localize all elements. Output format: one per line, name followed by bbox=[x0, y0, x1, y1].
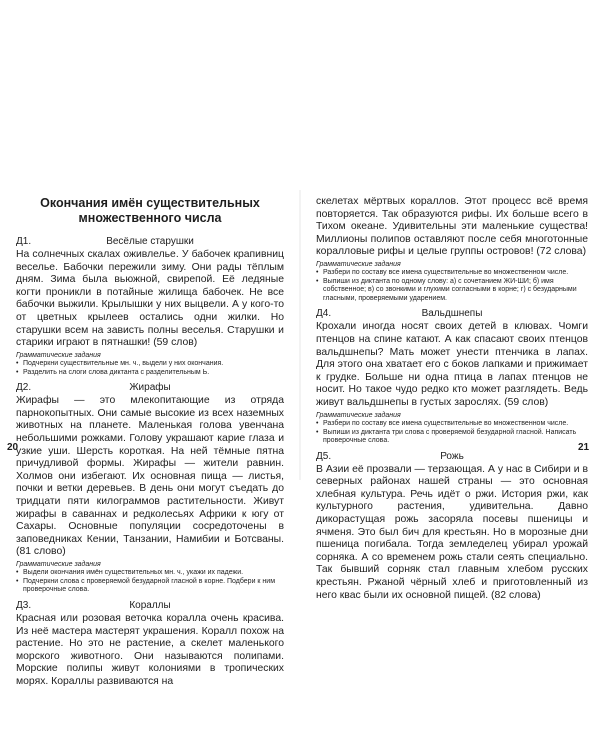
dictation-1 bbox=[16, 236, 284, 377]
task-text: Выпиши из диктанта по одному слову: а) с сочетанием ЖИ-ШИ; б) имя собственное; в) со звонкими и глухими согласными в корне; г) с безударными гласными, проверяемыми ударением. bbox=[323, 277, 577, 302]
section-heading bbox=[16, 382, 284, 394]
section-heading bbox=[316, 308, 588, 320]
dictation-4 bbox=[316, 308, 588, 445]
task-item bbox=[16, 360, 284, 369]
task-text: Выдели окончания имён существительных мн. ч., укажи их падежи. bbox=[23, 569, 244, 577]
section-title: Вальдшнепы bbox=[421, 308, 483, 320]
bullet-icon: • bbox=[16, 360, 19, 368]
task-item bbox=[16, 369, 284, 378]
task-item bbox=[316, 269, 588, 278]
task-text: Разбери по составу все имена существительные во множественном числе. bbox=[323, 420, 569, 428]
bullet-icon: • bbox=[316, 428, 319, 436]
task-text: Разбери по составу все имена существительные во множественном числе. bbox=[323, 269, 569, 277]
left-column bbox=[16, 196, 284, 691]
section-text: Крохали иногда носят своих детей в клювах. Чомги птенцов на спине катают. А как спасают своих птенцов вальдшнепы? Мать может унести птенчика в лапах. Для этого она хватает его с боков лапками и прижимает к грудке. Больше ни одна птица в лапах птенцов не носит. Но такое чудо редко кто может разглядеть. Ведь живут вальдшнепы в густых зарослях. (59 слов) bbox=[316, 321, 588, 409]
section-text: скелетах мёртвых кораллов. Этот процесс всё время повторяется. Так образуются рифы. Их больше всего в Тихом океане. Удивительны эти маленькие существа! Миллионы полипов оставляют после себя многотонные коралловые рифы и целые группы островов! (72 слова) bbox=[316, 196, 588, 258]
tasks-list bbox=[316, 269, 588, 303]
page-number: 21 bbox=[578, 442, 590, 453]
bullet-icon: • bbox=[16, 577, 19, 585]
page-title: Окончания имён существительных множественного числа bbox=[40, 196, 260, 225]
task-item bbox=[316, 429, 588, 446]
section-text: Жирафы — это млекопитающие из отряда парнокопытных. Они самые высокие из всех наземных животных на планете. Маленькая голова увенчана небольшими рожками. Голову украшают карие глаза и узкие уши. Шерсть короткая. На ней тёмные пятна причудливой формы. Жирафы — жители равнин. Холмов они избегают. Их основная пища — листья, почки и ветки деревьев. В день они могут съедать до тридцати пяти килограммов растительности. Живут жирафы в саваннах и редколесьях Африки к югу от Сахары. Основные популяции сосредоточены в заповедниках Кении, Танзании, Намибии и Ботсваны. (81 слово) bbox=[16, 395, 284, 558]
section-number: Д3. bbox=[16, 599, 32, 611]
page-number: 20 bbox=[7, 442, 19, 453]
section-text: Красная или розовая веточка коралла очень красива. Из неё мастера мастерят украшения. Коралл похож на растение. Но это не растение, а скелет маленького морского животного. Они называются полипами. Морские полипы живут колониями в тропических морях. Кораллы развиваются на bbox=[16, 612, 284, 687]
section-title: Рожь bbox=[440, 450, 464, 462]
section-heading bbox=[16, 236, 284, 248]
section-title: Кораллы bbox=[129, 599, 171, 611]
section-title: Жирафы bbox=[129, 382, 171, 394]
dictation-3 bbox=[16, 600, 284, 689]
task-text: Подчеркни существительные мн. ч., выдели у них окончания. bbox=[23, 360, 224, 368]
tasks-list bbox=[16, 569, 284, 595]
tasks-list bbox=[316, 420, 588, 446]
dictation-3-continued bbox=[316, 196, 588, 303]
task-item bbox=[16, 578, 284, 595]
dictation-2 bbox=[16, 382, 284, 595]
section-heading bbox=[16, 600, 284, 612]
task-item bbox=[16, 569, 284, 578]
tasks-heading: Грамматические задания bbox=[316, 260, 401, 268]
tasks-heading: Грамматические задания bbox=[16, 351, 101, 359]
tasks-list bbox=[16, 360, 284, 377]
bullet-icon: • bbox=[316, 277, 319, 285]
task-item bbox=[316, 420, 588, 429]
task-text: Подчеркни слова с проверяемой безударной гласной в корне. Подбери к ним проверочные слова. bbox=[23, 577, 276, 594]
section-number: Д5. bbox=[316, 450, 332, 462]
tasks-heading: Грамматические задания bbox=[16, 560, 101, 568]
tasks-heading: Грамматические задания bbox=[316, 411, 401, 419]
section-title: Весёлые старушки bbox=[106, 236, 194, 247]
bullet-icon: • bbox=[316, 420, 319, 428]
dictation-5 bbox=[316, 451, 588, 603]
section-number: Д1. bbox=[16, 236, 32, 247]
task-text: Выпиши из диктанта три слова с проверяемой безударной гласной. Написать проверочные слова. bbox=[323, 428, 577, 445]
section-heading bbox=[316, 451, 588, 463]
bullet-icon: • bbox=[16, 368, 19, 376]
section-text: В Азии её прозвали — терзающая. А у нас в Сибири и в северных районах нашей страны — это основная хлебная культура. Речь идёт о ржи. История ржи, как культурного растения, удивительна. Давно дикорастущая рожь засоряла посевы пшеницы и ячменя. Это был бич для крестьян. Но в морозные дни пшеница погибала. Тогда земледелец убирал урожай сорняка. А со временем рожь стали сеять специально. Так бывший сорняк стал главным хлебом русских крестьян. Ржаной чёрный хлеб и приготовленный из него квас были их основной пищей. (82 слова) bbox=[316, 463, 588, 601]
section-number: Д2. bbox=[16, 382, 32, 394]
section-number: Д4. bbox=[316, 308, 332, 320]
section-text: На солнечных скалах оживлелье. У бабочек крапивниц веселье. Бабочки пережили зиму. Они рады тёплым дням. Зима была вьюжной, свирепой. Её ледяные когти проникли в потайные жилища бабочек. Не все бабочки выжили. Крылышки у них выцвели. А у кого-то от цветных крылеев остались одни жилки. Но старушки всем на зависть полны веселья. Старушки и старики играют в пятнашки! (59 слов) bbox=[16, 249, 284, 349]
task-text: Разделить на слоги слова диктанта с разделительным Ь. bbox=[23, 368, 210, 376]
bullet-icon: • bbox=[316, 269, 319, 277]
bullet-icon: • bbox=[16, 569, 19, 577]
task-item bbox=[316, 278, 588, 304]
right-column bbox=[316, 196, 588, 604]
